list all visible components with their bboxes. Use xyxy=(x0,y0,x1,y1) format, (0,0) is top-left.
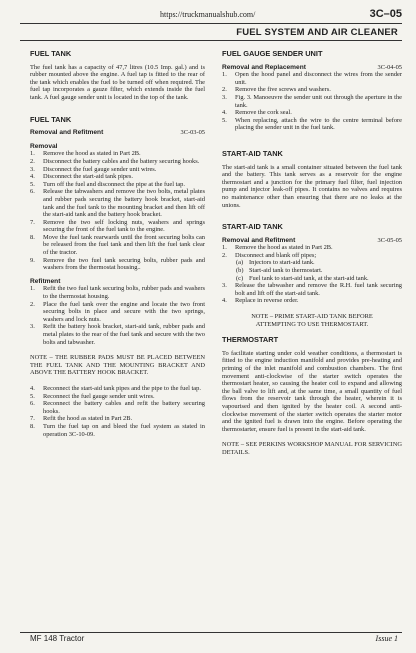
list-item xyxy=(30,301,205,324)
step-number: 4. xyxy=(222,109,227,117)
header-rule-top xyxy=(20,23,402,24)
fuel-tank-heading-2: FUEL TANK xyxy=(30,114,72,124)
footer-rule xyxy=(20,632,402,633)
step-number: 3. xyxy=(222,93,227,101)
step-text: Reconnect the battery cables and refit the battery securing hooks. xyxy=(43,400,205,415)
perkins-note: NOTE – SEE PERKINS WORKSHOP MANUAL FOR SERVICING DETAILS. xyxy=(222,441,402,456)
step-number: 7. xyxy=(30,415,35,423)
step-number: (b) xyxy=(236,267,244,275)
step-number: 3. xyxy=(30,165,35,173)
step-number: 4. xyxy=(222,297,227,305)
step-text: Disconnect the battery cables and the battery securing hooks. xyxy=(43,157,200,165)
startaid-description: The start-aid tank is a small container situated between the fuel tank and the battery. This tank serves as a reservoir for the engine thermostart and a junction for the primary fuel filter, fuel injection pump and injector leak-off pipes. It contains no valves and requires no maintenance other than ensuring that there are no leaks at the unions. xyxy=(222,163,402,209)
step-number: 5. xyxy=(30,180,35,188)
rubber-pads-note: NOTE – THE RUBBER PADS MUST BE PLACED BETWEEN THE FUEL TANK AND THE MOUNTING BRACKET AND ABOVE THE BATTERY HOOK BRACKET. xyxy=(30,354,205,377)
left-column xyxy=(30,50,205,444)
thermostart-heading: THERMOSTART xyxy=(222,335,279,345)
right-column xyxy=(222,50,402,465)
list-item xyxy=(222,244,402,252)
list-item xyxy=(222,282,402,297)
step-text: Reconnect the fuel gauge sender unit wires. xyxy=(43,392,155,400)
fuel-tank-description: The fuel tank has a capacity of 47,7 litres (10.5 Imp. gal.) and is rubber mounted above the engine. A fuel tap is fitted to the rear of the tank which enables the fuel to be turned off when required. The fuel tap incorporates a gauze filter, which extends inside the fuel tank. A fuel gauge sender unit is located in the top of the tank. xyxy=(30,63,205,101)
step-number: (c) xyxy=(236,274,244,282)
step-number: 9. xyxy=(30,256,35,264)
step-text: Remove the two fuel tank securing bolts, rubber pads and washers from the thermostat housing.. xyxy=(43,256,205,272)
step-number: 1. xyxy=(222,244,227,252)
list-item xyxy=(236,275,402,283)
startaid-heading: START-AID TANK xyxy=(222,148,283,158)
step-text: Start-aid tank to thermostart. xyxy=(249,267,323,275)
list-item xyxy=(30,400,205,415)
startaid-steps-continued xyxy=(222,282,402,305)
list-item xyxy=(30,415,205,423)
step-text: Remove the cork seal. xyxy=(235,109,292,117)
sender-rr-label: Removal and Replacement xyxy=(222,63,306,71)
step-number: 4. xyxy=(30,384,35,392)
sender-steps xyxy=(222,71,402,132)
step-number: 4. xyxy=(30,173,35,181)
section-title: FUEL SYSTEM AND AIR CLEANER xyxy=(236,27,398,38)
operation-ref: 3C-03-05 xyxy=(180,129,205,137)
step-text: Refit the hood as stated in Part 2B. xyxy=(43,415,133,423)
header-rule-bottom xyxy=(20,40,402,41)
step-text: Fig. 3. Manoeuvre the sender unit out through the aperture in the tank. xyxy=(235,93,402,109)
startaid-rr-label: Removal and Refitment xyxy=(222,236,296,244)
sender-ref: 3C-04-05 xyxy=(377,63,402,71)
list-item xyxy=(30,285,205,300)
step-number: 8. xyxy=(30,233,35,241)
step-text: Disconnect and blank off pipes; xyxy=(235,251,317,259)
step-number: 2. xyxy=(30,157,35,165)
list-item xyxy=(30,234,205,257)
sender-ref-row xyxy=(222,64,402,72)
sender-unit-heading: FUEL GAUGE SENDER UNIT xyxy=(222,49,323,58)
step-text: Fuel tank to start-aid tank, at the start-aid tank. xyxy=(249,274,369,282)
list-item xyxy=(30,219,205,234)
step-text: Turn the fuel tap on and bleed the fuel system as stated in operation 3C-10-09. xyxy=(43,422,205,438)
removal-refitment-label: Removal and Refitment xyxy=(30,129,104,137)
startaid-ref-row xyxy=(222,237,402,245)
step-text: Place the fuel tank over the engine and locate the two front securing bolts in place and secure with the two springs, washers and lock nuts. xyxy=(43,300,205,323)
step-text: Disconnect the start-aid tank pipes. xyxy=(43,173,133,181)
list-item xyxy=(222,117,402,132)
list-item xyxy=(30,181,205,189)
step-text: Injectors to start-aid tank. xyxy=(249,259,315,267)
step-number: 5. xyxy=(222,116,227,124)
step-text: Release the tabwasher and remove the R.H. fuel tank securing bolt and lift off the start-aid tank. xyxy=(235,282,402,297)
step-number: 5. xyxy=(30,392,35,400)
step-text: Remove the five screws and washers. xyxy=(235,86,331,94)
step-number: 2. xyxy=(30,300,35,308)
step-text: Refit the two fuel tank securing bolts, rubber pads and washers to the thermostat housing. xyxy=(43,285,205,301)
step-number: 1. xyxy=(30,150,35,158)
step-number: 7. xyxy=(30,218,35,226)
list-item xyxy=(30,423,205,438)
step-number: 8. xyxy=(30,422,35,430)
step-number: 3. xyxy=(222,282,227,290)
startaid-heading-2: START-AID TANK xyxy=(222,222,283,232)
removal-refitment-row xyxy=(30,129,205,137)
list-item xyxy=(236,267,402,275)
list-item xyxy=(222,71,402,86)
step-number: 1. xyxy=(30,285,35,293)
refitment-steps-continued xyxy=(30,385,205,438)
list-item xyxy=(30,166,205,174)
list-item xyxy=(30,385,205,393)
step-text: Remove the hood as stated in Part 2B. xyxy=(235,244,333,252)
step-number: 3. xyxy=(30,323,35,331)
list-item xyxy=(236,259,402,267)
step-text: Disconnect the fuel gauge sender unit wires. xyxy=(43,165,157,173)
refitment-steps xyxy=(30,285,205,346)
list-item xyxy=(30,150,205,158)
step-number: (a) xyxy=(236,259,244,267)
list-item xyxy=(222,94,402,109)
list-item xyxy=(222,297,402,305)
removal-steps xyxy=(30,150,205,272)
list-item xyxy=(30,257,205,272)
startaid-steps xyxy=(222,244,402,259)
header-url[interactable]: https://truckmanualshub.com/ xyxy=(160,10,256,19)
refitment-label: Refitment xyxy=(30,277,61,285)
list-item xyxy=(30,173,205,181)
list-item xyxy=(30,188,205,218)
list-item xyxy=(30,158,205,166)
section-number: 3C–05 xyxy=(369,8,402,20)
step-text: Remove the hood as stated in Part 2B. xyxy=(43,150,141,158)
startaid-ref: 3C-05-05 xyxy=(377,236,402,244)
step-text: Reconnect the start-aid tank pipes and the pipe to the fuel tap. xyxy=(43,384,201,392)
step-text: Open the hood panel and disconnect the wires from the sender unit. xyxy=(235,71,402,86)
removal-label: Removal xyxy=(30,142,58,150)
step-text: Replace in reverse order. xyxy=(235,297,299,305)
step-number: 6. xyxy=(30,400,35,408)
prime-note: NOTE – PRIME START-AID TANK BEFORE ATTEMPTING TO USE THERMOSTART. xyxy=(251,313,373,328)
step-text: Move the fuel tank rearwards until the front securing bolts can be released from the fuel tank and then lift the fuel tank clear of the tractor. xyxy=(43,233,205,257)
step-number: 2. xyxy=(222,86,227,94)
thermostart-description: To facilitate starting under cold weather conditions, a thermostart is fitted to the engine induction manifold and provides pre-heating and priming of the inlet manifold and combustion chambers. The first movement anti-clockwise of the starter switch operates the thermostart heater, so causing the heater coil to expand and allowing the ball valve to lift and, at the same time, a small quantity of fuel flows from the reservoir tank through the heater, wherein it is vapourised and then ignited by the heater coil. A second anti-clockwise movement of the starter switch operates the starter motor and the ignited fuel is drawn into the engine. Before operating the thermostarter, ensure fuel is present in the start-aid tank. xyxy=(222,349,402,433)
list-item xyxy=(222,86,402,94)
step-number: 6. xyxy=(30,188,35,196)
step-text: Refit the battery hook bracket, start-aid tank, rubber pads and metal plates to the rear of the fuel tank and secure with the two bolts and tabwasher. xyxy=(43,323,205,346)
list-item xyxy=(222,252,402,260)
fuel-tank-heading: FUEL TANK xyxy=(30,49,72,58)
step-text: When replacing, attach the wire to the centre terminal before placing the sender unit in the fuel tank. xyxy=(235,116,402,132)
list-item xyxy=(222,109,402,117)
step-number: 1. xyxy=(222,71,227,79)
step-text: Release the tabwashers and remove the two bolts, metal plates and rubber pads securing the battery hook bracket, start-aid tank and the fuel tank to the mounting bracket and then lift off the start-aid tank and the battery hook bracket. xyxy=(43,188,205,219)
list-item xyxy=(30,393,205,401)
list-item xyxy=(30,323,205,346)
footer-issue: Issue 1 xyxy=(375,634,398,643)
step-number: 2. xyxy=(222,251,227,259)
startaid-substeps xyxy=(222,259,402,282)
step-text: Remove the two self locking nuts, washers and springs securing the front of the fuel tank to the engine. xyxy=(43,218,205,234)
step-text: Turn off the fuel and disconnect the pipe at the fuel tap. xyxy=(43,180,185,188)
footer-model: MF 148 Tractor xyxy=(30,634,85,643)
